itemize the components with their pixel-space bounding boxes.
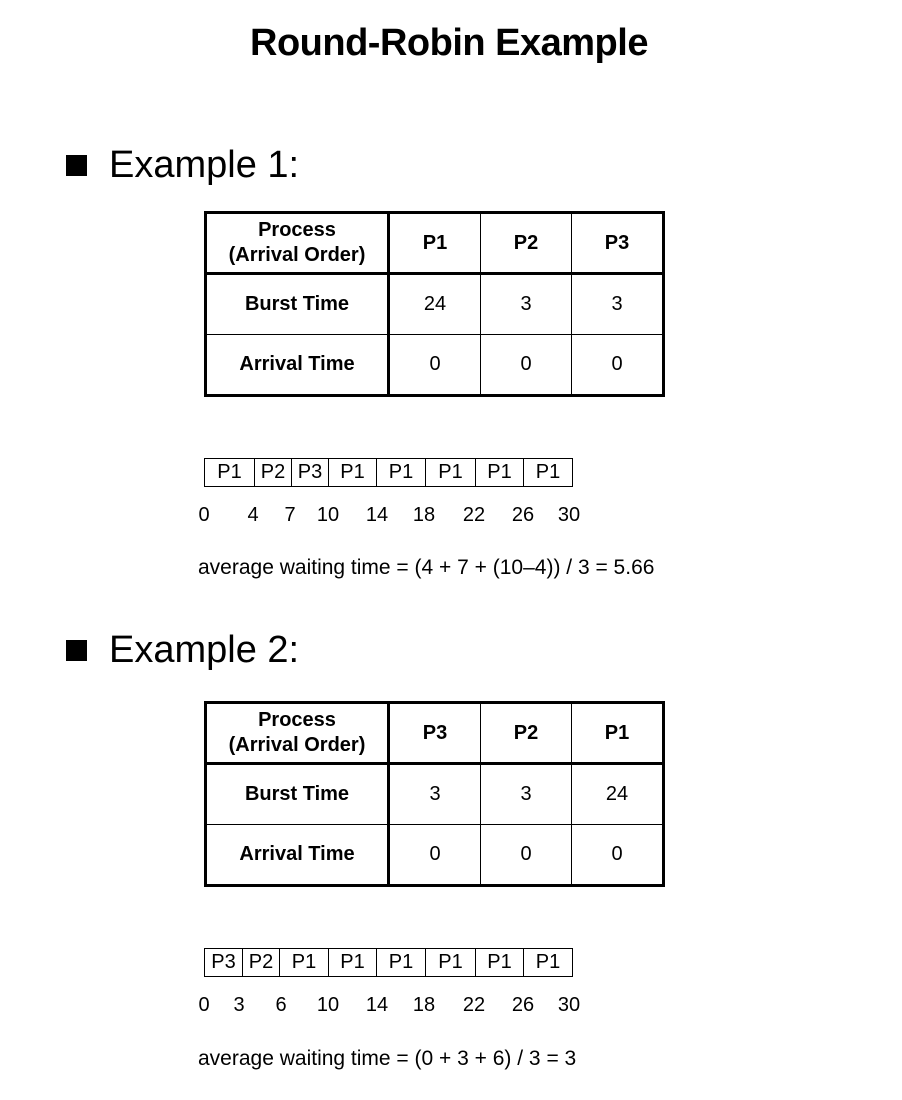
gantt-block-p1: P1 xyxy=(425,948,476,977)
gantt-block-p1: P1 xyxy=(475,948,524,977)
burst-time-cell: 3 xyxy=(481,764,572,825)
gantt-time-tick: 6 xyxy=(275,994,287,1016)
burst-time-cell: 24 xyxy=(572,764,664,825)
gantt-block-p1: P1 xyxy=(425,458,476,487)
example-1-process-table xyxy=(204,211,665,397)
gantt-time-tick: 26 xyxy=(511,504,535,526)
arrival-time-cell: 0 xyxy=(389,825,481,886)
gantt-block-p2: P2 xyxy=(242,948,280,977)
gantt-block-p1: P1 xyxy=(204,458,255,487)
gantt-time-tick: 10 xyxy=(316,504,340,526)
bullet-square-icon xyxy=(66,155,87,176)
process-header-line2: (Arrival Order) xyxy=(228,734,366,756)
table-header-row xyxy=(206,213,664,274)
gantt-block-p2: P2 xyxy=(254,458,292,487)
gantt-time-tick: 3 xyxy=(233,994,245,1016)
example-1-average-waiting-time: average waiting time = (4 + 7 + (10–4)) / 3 = 5.66 xyxy=(198,556,655,579)
example-1-heading xyxy=(66,144,299,187)
burst-time-row xyxy=(206,764,664,825)
example-2-heading xyxy=(66,629,299,672)
gantt-time-tick: 7 xyxy=(284,504,296,526)
gantt-time-tick: 30 xyxy=(557,994,581,1016)
process-header-line1: Process xyxy=(258,709,336,731)
process-header-cell xyxy=(206,213,389,274)
example-2-process-table xyxy=(204,701,665,887)
gantt-block-p1: P1 xyxy=(376,458,426,487)
arrival-time-cell: 0 xyxy=(572,825,664,886)
process-name-cell: P3 xyxy=(389,703,481,764)
gantt-time-tick: 26 xyxy=(511,994,535,1016)
gantt-block-p3: P3 xyxy=(291,458,329,487)
page-title: Round-Robin Example xyxy=(250,22,648,64)
gantt-time-tick: 18 xyxy=(412,504,436,526)
example-1-heading-label: Example 1: xyxy=(109,144,300,186)
gantt-time-tick: 14 xyxy=(365,504,389,526)
gantt-block-p1: P1 xyxy=(328,948,377,977)
gantt-time-tick: 10 xyxy=(316,994,340,1016)
arrival-time-row xyxy=(206,825,664,886)
gantt-block-p1: P1 xyxy=(523,458,573,487)
bullet-square-icon xyxy=(66,640,87,661)
process-name-cell: P1 xyxy=(389,213,481,274)
gantt-block-p1: P1 xyxy=(376,948,426,977)
gantt-block-p3: P3 xyxy=(204,948,243,977)
gantt-block-p1: P1 xyxy=(523,948,573,977)
gantt-time-tick: 14 xyxy=(365,994,389,1016)
gantt-time-tick: 22 xyxy=(462,994,486,1016)
gantt-block-p1: P1 xyxy=(279,948,329,977)
arrival-time-cell: 0 xyxy=(572,335,664,396)
arrival-time-cell: 0 xyxy=(389,335,481,396)
arrival-time-cell: 0 xyxy=(481,335,572,396)
process-header-cell xyxy=(206,703,389,764)
gantt-time-tick: 18 xyxy=(412,994,436,1016)
gantt-time-tick: 30 xyxy=(557,504,581,526)
process-name-cell: P2 xyxy=(481,213,572,274)
gantt-block-p1: P1 xyxy=(328,458,377,487)
example-2-heading-label: Example 2: xyxy=(109,629,300,671)
arrival-time-label: Arrival Time xyxy=(206,825,389,886)
process-header-line2: (Arrival Order) xyxy=(228,244,366,266)
arrival-time-row xyxy=(206,335,664,396)
process-header-line1: Process xyxy=(258,219,336,241)
burst-time-row xyxy=(206,274,664,335)
process-name-cell: P2 xyxy=(481,703,572,764)
gantt-block-p1: P1 xyxy=(475,458,524,487)
arrival-time-cell: 0 xyxy=(481,825,572,886)
arrival-time-label: Arrival Time xyxy=(206,335,389,396)
gantt-time-tick: 4 xyxy=(247,504,259,526)
burst-time-cell: 3 xyxy=(389,764,481,825)
gantt-time-tick: 0 xyxy=(198,994,210,1016)
gantt-time-tick: 0 xyxy=(198,504,210,526)
process-name-cell: P1 xyxy=(572,703,664,764)
burst-time-cell: 24 xyxy=(389,274,481,335)
example-2-average-waiting-time: average waiting time = (0 + 3 + 6) / 3 = 3 xyxy=(198,1047,577,1070)
burst-time-cell: 3 xyxy=(481,274,572,335)
burst-time-cell: 3 xyxy=(572,274,664,335)
gantt-time-tick: 22 xyxy=(462,504,486,526)
burst-time-label: Burst Time xyxy=(206,274,389,335)
burst-time-label: Burst Time xyxy=(206,764,389,825)
process-name-cell: P3 xyxy=(572,213,664,274)
table-header-row xyxy=(206,703,664,764)
